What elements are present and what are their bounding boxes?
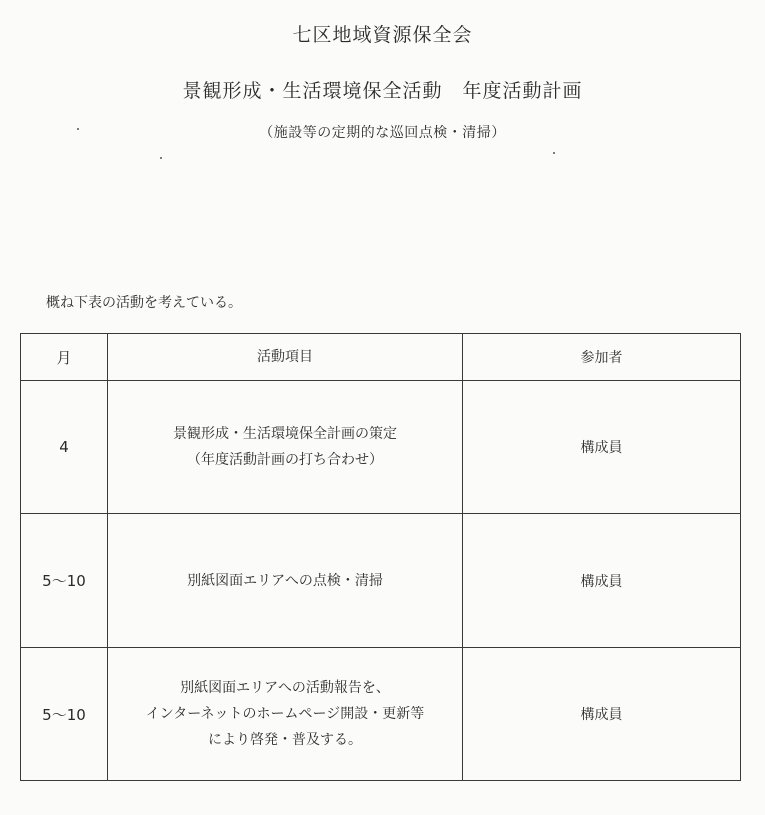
intro-text: 概ね下表の活動を考えている。 bbox=[46, 295, 242, 311]
table-row bbox=[21, 514, 741, 648]
paper-speck bbox=[160, 157, 162, 159]
cell-month: 5～10 bbox=[21, 514, 108, 648]
activity-line: 景観形成・生活環境保全計画の策定 bbox=[173, 426, 397, 442]
activity-line: （年度活動計画の打ち合わせ） bbox=[187, 452, 383, 468]
organization-name: 七区地域資源保全会 bbox=[292, 24, 473, 46]
paper-speck bbox=[553, 152, 555, 154]
document-subtitle: （施設等の定期的な巡回点検・清掃） bbox=[259, 125, 506, 141]
table-header-row bbox=[21, 334, 741, 381]
paper-speck bbox=[77, 128, 79, 130]
cell-participants: 構成員 bbox=[463, 648, 741, 781]
document-title: 景観形成・生活環境保全活動 年度活動計画 bbox=[182, 80, 583, 102]
table-row bbox=[21, 648, 741, 781]
cell-activity bbox=[108, 514, 463, 648]
activity-line: により啓発・普及する。 bbox=[208, 732, 362, 748]
cell-activity bbox=[108, 648, 463, 781]
activity-line: インターネットのホームページ開設・更新等 bbox=[145, 706, 425, 722]
activity-plan-table bbox=[20, 333, 741, 781]
activity-line: 別紙図面エリアへの活動報告を、 bbox=[180, 680, 390, 696]
cell-participants: 構成員 bbox=[463, 381, 741, 514]
cell-month: 5～10 bbox=[21, 648, 108, 781]
cell-month: 4 bbox=[21, 381, 108, 514]
header-month: 月 bbox=[21, 334, 108, 381]
activity-line: 別紙図面エリアへの点検・清掃 bbox=[187, 572, 383, 589]
header-activity: 活動項目 bbox=[108, 334, 463, 381]
header-participants: 参加者 bbox=[463, 334, 741, 381]
cell-participants: 構成員 bbox=[463, 514, 741, 648]
cell-activity bbox=[108, 381, 463, 514]
table-row bbox=[21, 381, 741, 514]
